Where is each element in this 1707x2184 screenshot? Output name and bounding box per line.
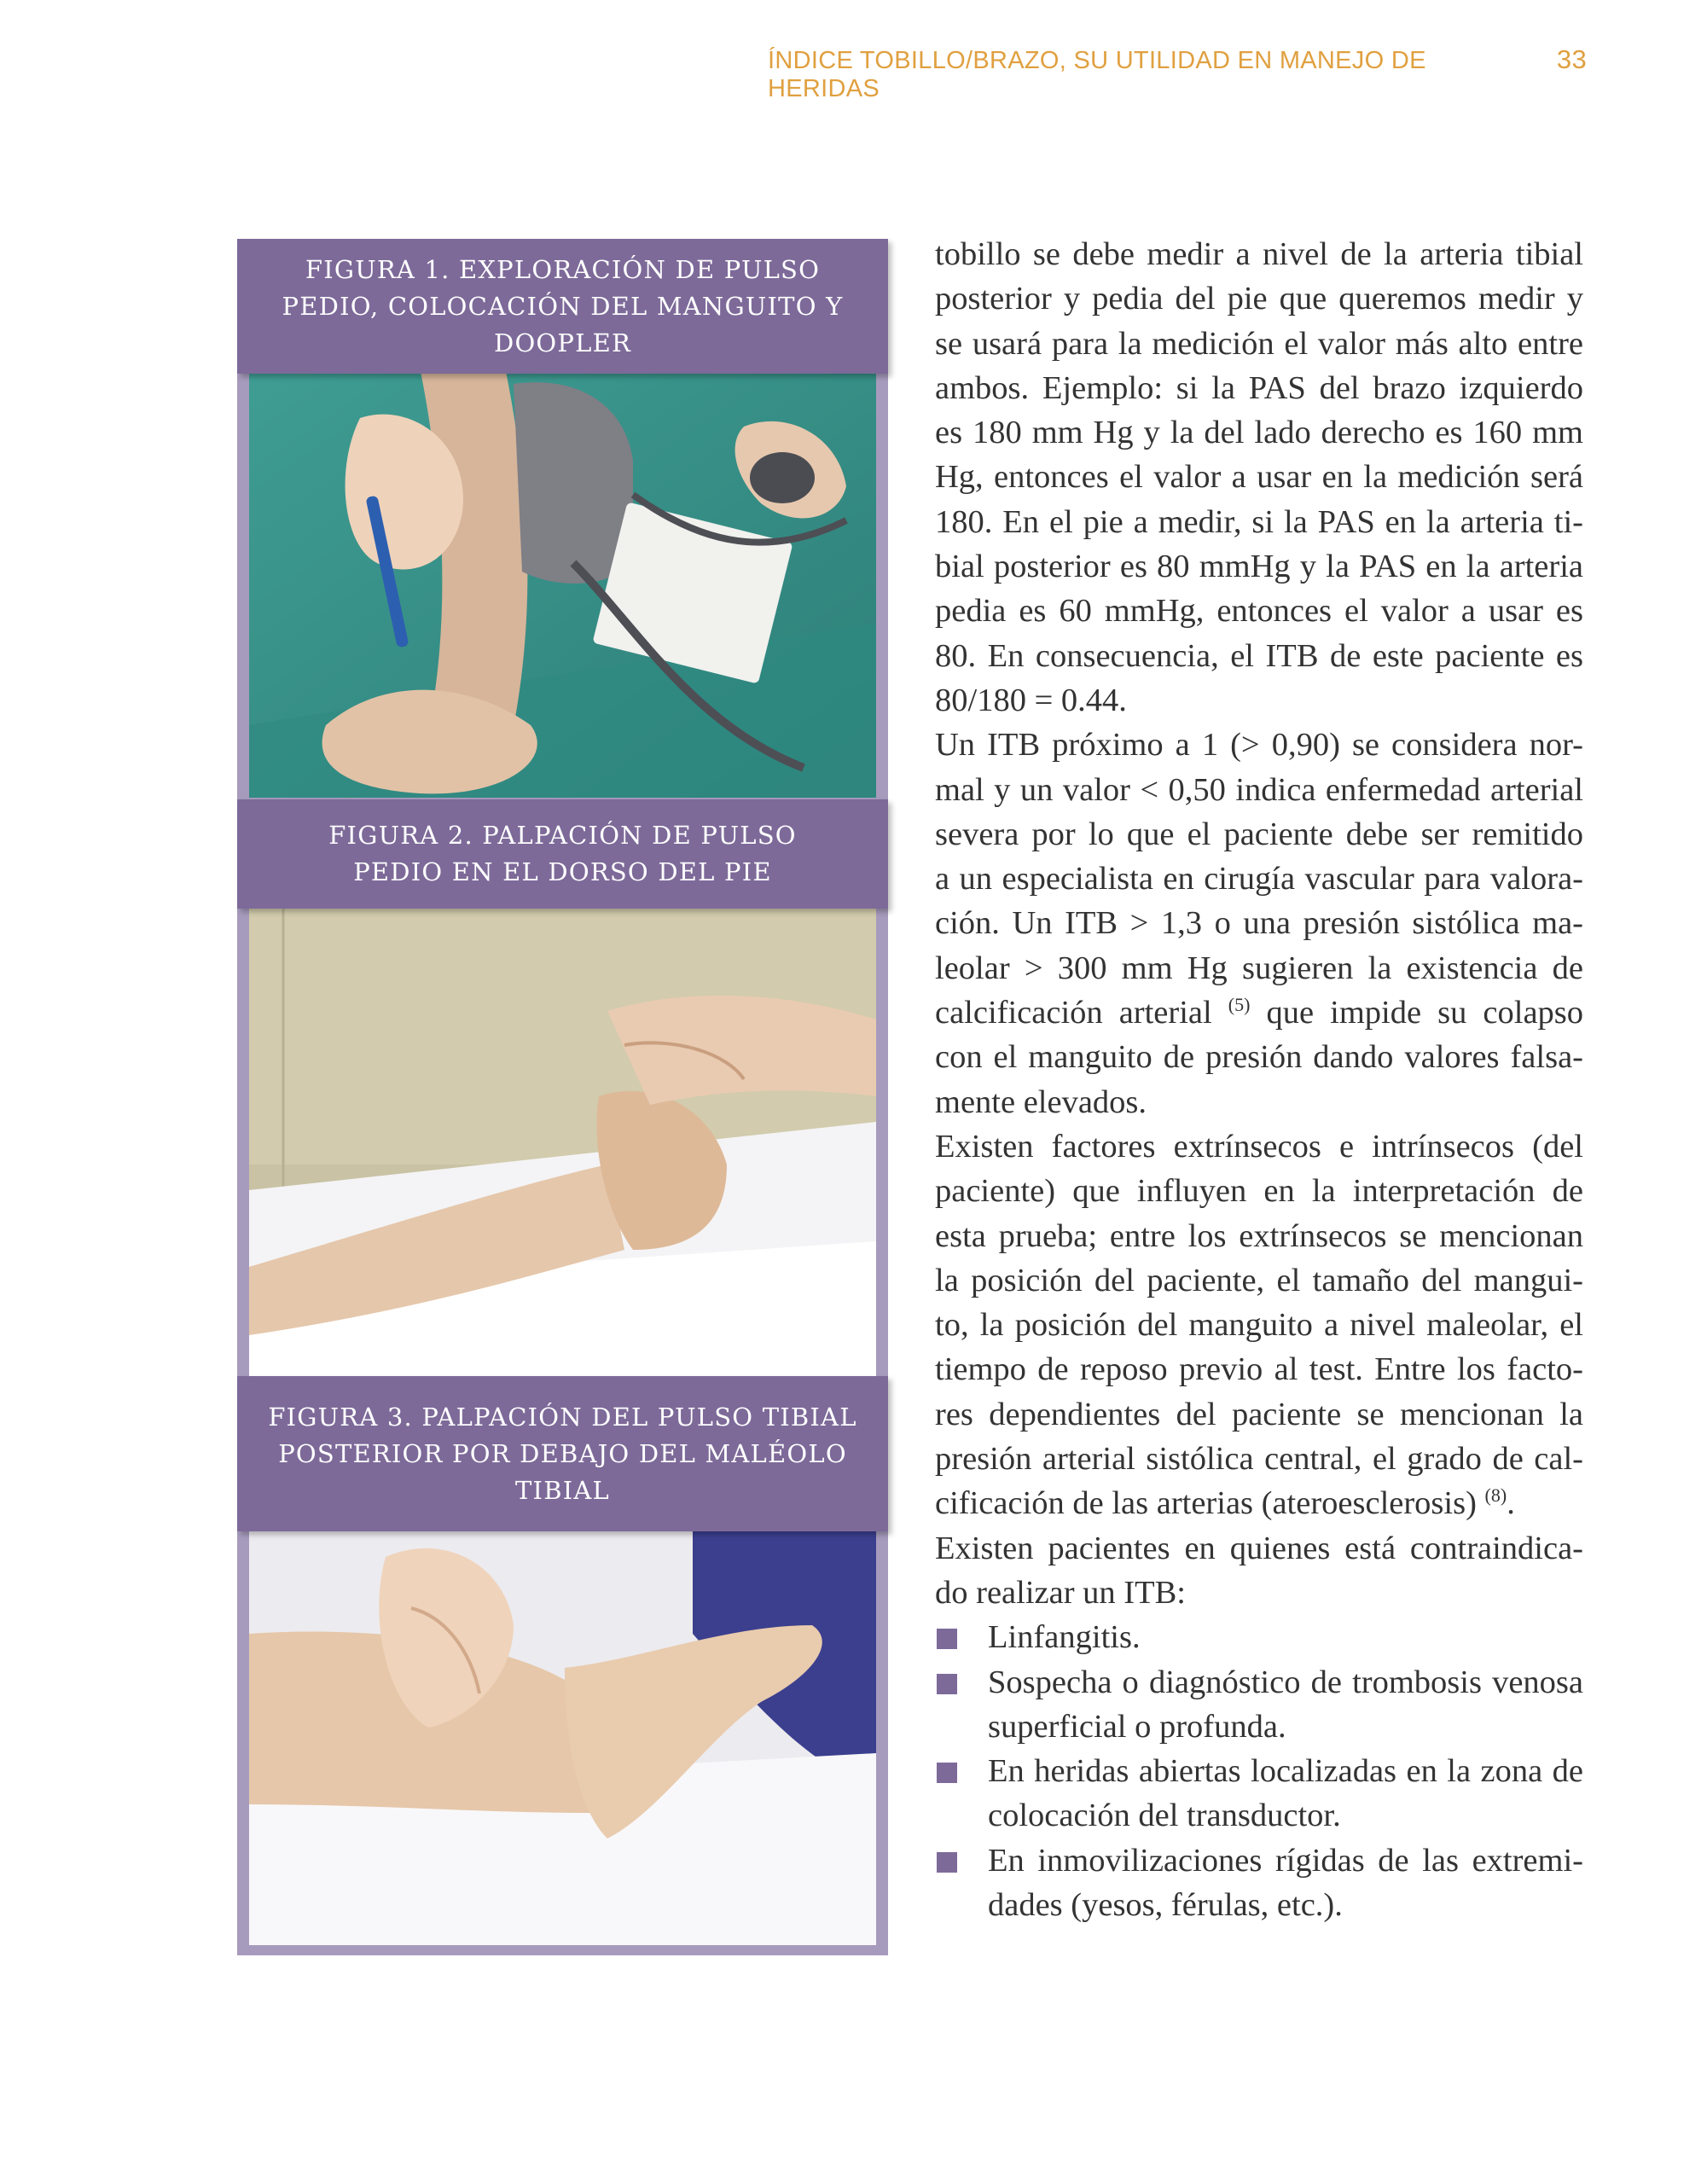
figure-1-caption-line: PEDIO, COLOCACIÓN DEL MANGUITO Y bbox=[282, 291, 844, 321]
text-segment: que impide su colapso bbox=[1266, 995, 1584, 1031]
square-bullet-icon bbox=[937, 1763, 957, 1783]
text-line: esta prueba; entre los extrínsecos se mencionan bbox=[935, 1217, 1583, 1254]
text-line: 180. En el pie a medir, si la PAS en la arteria ti- bbox=[935, 503, 1583, 540]
text-line: a un especialista en cirugía vascular para valora- bbox=[935, 861, 1583, 897]
text-segment: . bbox=[1507, 1485, 1515, 1522]
text-line: En heridas abiertas localizadas en la zona de bbox=[988, 1753, 1583, 1790]
text-line: colocación del transductor. bbox=[988, 1798, 1341, 1834]
text-line: presión arterial sistólica central, el grado de cal- bbox=[935, 1441, 1583, 1478]
text-line: superficial o profunda. bbox=[988, 1708, 1286, 1745]
text-line: leolar > 300 mm Hg sugieren la existencia de bbox=[935, 950, 1583, 986]
paragraph-factors bbox=[935, 1124, 1583, 1526]
text-line: es 180 mm Hg y la del lado derecho es 160 mm bbox=[935, 415, 1583, 451]
contraindication-list bbox=[935, 1615, 1583, 1927]
text-line: tobillo se debe medir a nivel de la arteria tibial bbox=[935, 236, 1583, 272]
reference-8: (8) bbox=[1484, 1484, 1507, 1507]
square-bullet-icon bbox=[937, 1629, 957, 1649]
text-line: posterior y pedia del pie que queremos medir y bbox=[935, 281, 1583, 317]
text-line: pedia es 60 mmHg, entonces el valor a usar es bbox=[935, 593, 1583, 630]
figure-2-caption bbox=[237, 799, 888, 909]
list-item bbox=[935, 1660, 1583, 1750]
figure-2-photo bbox=[249, 909, 876, 1376]
figure-2-caption-line: PEDIO EN EL DORSO DEL PIE bbox=[353, 857, 772, 886]
paragraph-contraindications bbox=[935, 1526, 1583, 1616]
text-line: bial posterior es 80 mmHg y la PAS en la arteria bbox=[935, 549, 1583, 585]
text-line: con el manguito de presión dando valores falsa- bbox=[935, 1039, 1583, 1076]
figure-1-caption-line: FIGURA 1. EXPLORACIÓN DE PULSO bbox=[305, 254, 821, 284]
text-line: Sospecha o diagnóstico de trombosis venosa bbox=[988, 1664, 1583, 1700]
text-line: En inmovilizaciones rígidas de las extremi- bbox=[988, 1842, 1583, 1879]
list-item bbox=[935, 1615, 1583, 1659]
text-line: mente elevados. bbox=[935, 1083, 1147, 1120]
text-segment: cificación de las arterias (ateroesclerosis) bbox=[935, 1485, 1477, 1522]
figure-3-caption-line: POSTERIOR POR DEBAJO DEL MALÉOLO bbox=[278, 1438, 847, 1468]
running-title: ÍNDICE TOBILLO/BRAZO, SU UTILIDAD EN MANEJO DE HERIDAS bbox=[768, 47, 1426, 102]
text-line: 80/180 = 0.44. bbox=[935, 682, 1127, 718]
text-segment: calcificación arterial bbox=[935, 995, 1212, 1031]
text-line bbox=[935, 990, 1583, 1035]
text-line: severa por lo que el paciente debe ser remitido bbox=[935, 816, 1583, 852]
page-number: 33 bbox=[1556, 44, 1587, 74]
text-line: mal y un valor < 0,50 indica enfermedad arterial bbox=[935, 771, 1583, 808]
figure-3-caption bbox=[237, 1376, 888, 1531]
list-item bbox=[935, 1838, 1583, 1928]
figure-2-caption-line: FIGURA 2. PALPACIÓN DE PULSO bbox=[328, 821, 797, 850]
text-line: do realizar un ITB: bbox=[935, 1574, 1186, 1611]
paragraph-itb-example bbox=[935, 232, 1583, 723]
paragraph-itb-interpretation bbox=[935, 723, 1583, 1124]
text-line: la posición del paciente, el tamaño del mangui- bbox=[935, 1262, 1583, 1298]
figure-2-illustration bbox=[249, 909, 876, 1376]
text-line: ción. Un ITB > 1,3 o una presión sistólica ma- bbox=[935, 905, 1583, 942]
square-bullet-icon bbox=[937, 1674, 957, 1694]
reference-5: (5) bbox=[1228, 994, 1251, 1016]
text-line: dades (yesos, férulas, etc.). bbox=[988, 1886, 1343, 1923]
figure-3-caption-line: FIGURA 3. PALPACIÓN DEL PULSO TIBIAL bbox=[268, 1402, 857, 1432]
text-line: paciente) que influyen en la interpretación de bbox=[935, 1173, 1583, 1210]
text-line: Un ITB próximo a 1 (> 0,90) se considera nor- bbox=[935, 727, 1583, 764]
square-bullet-icon bbox=[937, 1852, 957, 1873]
figure-1-illustration bbox=[249, 367, 876, 798]
text-line: Existen factores extrínsecos e intrínsecos (del bbox=[935, 1128, 1583, 1165]
text-line: Hg, entonces el valor a usar en la medición será bbox=[935, 459, 1583, 496]
text-line: Existen pacientes en quienes está contraindica- bbox=[935, 1530, 1583, 1566]
body-text bbox=[935, 232, 1583, 1927]
text-line: to, la posición del manguito a nivel maleolar, el bbox=[935, 1307, 1583, 1344]
figure-3-illustration bbox=[249, 1531, 876, 1945]
figure-3-caption-line: TIBIAL bbox=[515, 1475, 610, 1505]
text-line: res dependientes del paciente se mencionan la bbox=[935, 1396, 1583, 1432]
text-line bbox=[935, 1481, 1583, 1525]
text-line: ambos. Ejemplo: si la PAS del brazo izquierdo bbox=[935, 369, 1583, 406]
list-item bbox=[935, 1749, 1583, 1838]
text-line: tiempo de reposo previo al test. Entre los facto- bbox=[935, 1351, 1583, 1388]
text-line: se usará para la medición el valor más alto entre bbox=[935, 325, 1583, 362]
running-header bbox=[768, 44, 1587, 103]
text-line: 80. En consecuencia, el ITB de este paciente es bbox=[935, 637, 1583, 674]
figure-1-caption bbox=[237, 239, 888, 374]
figure-1-photo bbox=[249, 367, 876, 798]
figure-1-caption-line: DOOPLER bbox=[494, 328, 631, 357]
figure-3-photo bbox=[249, 1531, 876, 1945]
text-line: Linfangitis. bbox=[988, 1619, 1141, 1656]
